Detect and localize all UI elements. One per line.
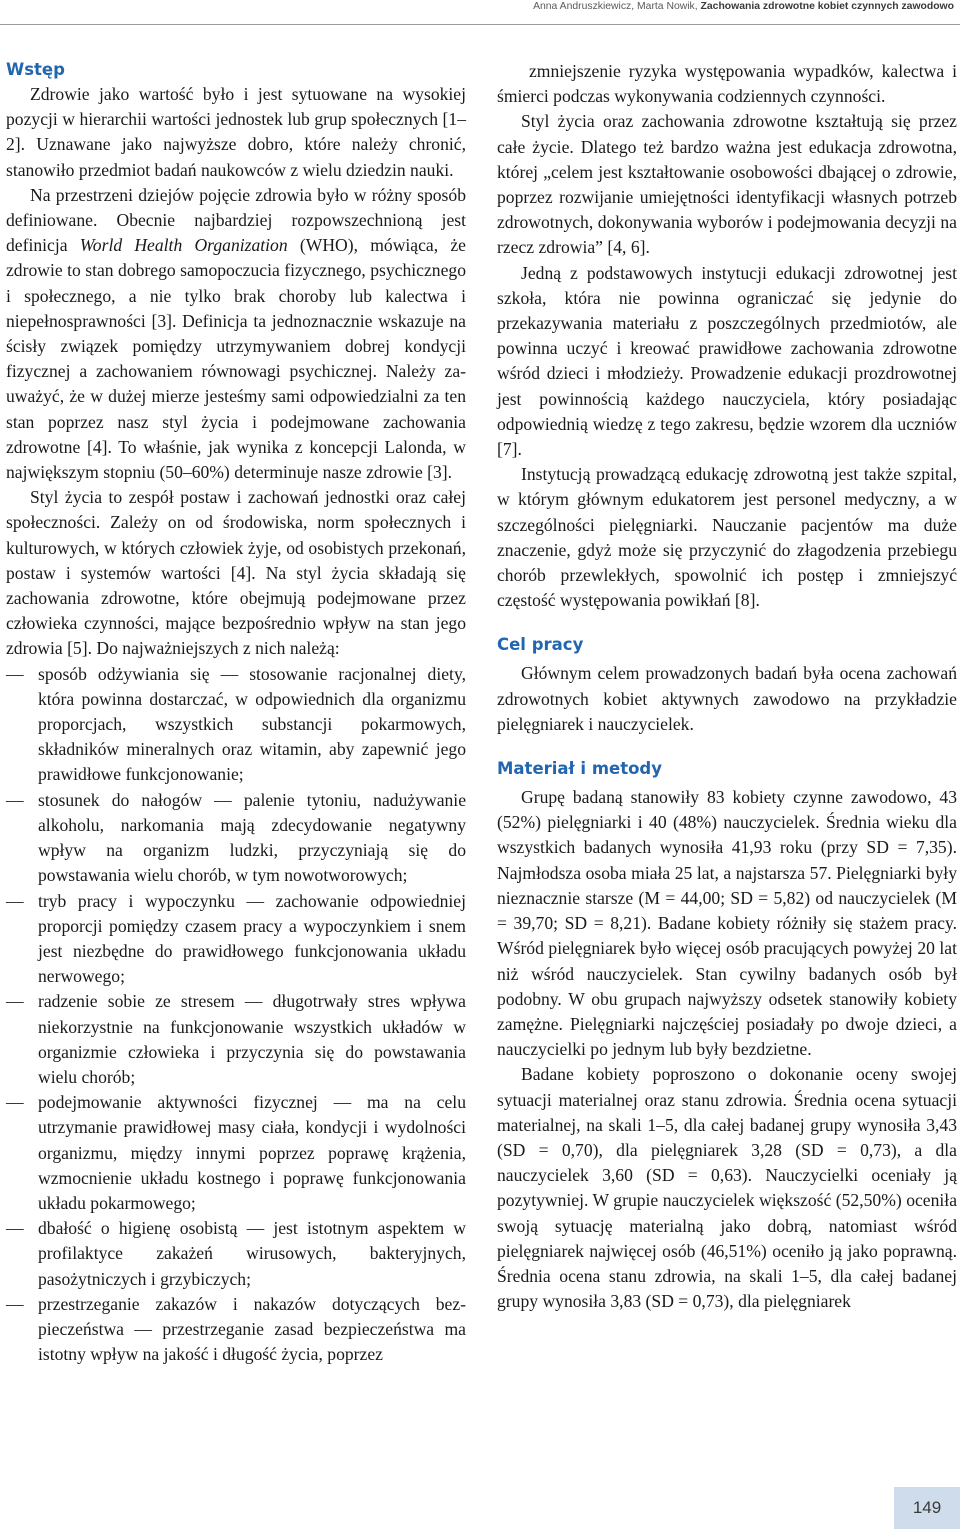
who-text-before: Na przestrzeni dziejów pojęcie zdrowia było w różny sposób definiowane. Obecnie najbardziej rozpowszechnioną jest definicja — [6, 184, 466, 256]
page-number: 149 — [894, 1487, 960, 1529]
who-text-after: (WHO), mówiąca, że zdrowie to stan dobrego samopoczucia fizycznego, psychicznego i społecznego, a nie tylko brak choroby lub kalectwa i niepełnosprawności [3]. Definicja ta jednoznacznie wskazuje na ścisły związek pomiędzy utrzymywaniem dobrej kondycji fizycznej a zachowaniem równowagi psychicznej. Należy zauważyć, że w dużej mierze jesteśmy sami odpowiedzialni za ten stan poprzez nasz styl życia i podejmowane zachowania zdrowotne [4]. To właśnie, jak wynika z koncepcji Lalonda, w największym stopniu (50–60%) determinuje nasze zdrowie [3]. — [6, 235, 466, 483]
list-continuation: zmniejszenie ryzyka występowania wypadków, kalectwa i śmierci podczas wykonywania codziennych czynności. — [497, 61, 957, 107]
list-item: — radzenie sobie ze stresem — długotrwały stres wpływa niekorzystnie na funkcjonowanie wszystkich układów w organizmie człowieka i przyczynia się do powstawania wielu chorób; — [6, 989, 466, 1090]
header-rule — [0, 24, 960, 25]
running-head-authors: Anna Andruszkiewicz, Marta Nowik, — [533, 1, 698, 12]
section-heading-methods: Materiał i metody — [497, 759, 662, 779]
who-italic-term: World Health Organization — [79, 235, 288, 256]
health-behaviours-list — [6, 662, 466, 1368]
list-item: — podejmowanie aktywności fizycznej — ma na celu utrzymanie prawidłowej masy ciała, kondycji i wydolności organizmu, między innymi poprzez poprawę krążenia, wzmocnienie układu kostnego i poprawę funkcjonowania układu pokarmowego; — [6, 1090, 466, 1216]
list-item: — przestrzeganie zakazów i nakazów dotyczących bezpieczeństwa — przestrzeganie zasad bezpieczeństwa ma istotny wpływ na jakość i długość życia, poprzez — [6, 1292, 466, 1368]
education-paragraph-2: Jedną z podstawowych instytucji edukacji zdrowotnej jest szkoła, która nie powinna ograniczać się jedynie do przekazywania materiału z poszczególnych przedmiotów, ale powinna uczyć i kreować prawidłowe zachowania zdrowotne wśród dzieci i młodzieży. Prowadzenie edukacji prozdrowotnej jest powinnością każdego nauczyciela, który posiadając odpowiednią wiedzę z tego zakresu, będzie wzorem dla uczniów [7]. — [497, 262, 957, 460]
lifestyle-paragraph: Styl życia to zespół postaw i zachowań jednostki oraz całej społeczności. Zależy on od środowiska, norm społecznych i kulturowych, w których człowiek żyje, od osobistych przekonań, postaw i systemów wartości [4]. Na styl życia składają się zachowania zdrowotne, które obejmują podejmowane przez człowieka czynności, mające bezpośrednio wpływ na stan jego zdrowia [5]. Do najważniejszych z nich należą: — [6, 487, 466, 659]
running-head — [533, 0, 954, 20]
education-paragraph-1: Styl życia oraz zachowania zdrowotne kształtują się przez całe życie. Dlatego też bardzo ważna jest edukacja zdrowotna, której „celem jest kształtowanie osobowości dbającej o zdrowie, poprzez rozwijanie umiejętności identyfikacji własnych potrzeb zdrowotnych, dokonywania wyborów i podejmowania decyzji na rzecz zdrowia” [4, 6]. — [497, 111, 957, 258]
methods-paragraph-1: Grupę badaną stanowiły 83 kobiety czynne zawodowo, 43 (52%) pielęgniarki i 40 (48%) nauczycielek. Średnia wieku dla wszystkich badanych wynosiła 41,93 roku (przy SD = 7,35). Najmłodsza osoba miała 25 lat, a najstarsza 57. Pielęgniarki były nieznacznie starsze (M = 44,00; SD = 5,82) od nauczycielek (M = 39,70; SD = 8,21). Badane kobiety różniły się stażem pracy. Wśród pielęgniarek było więcej osób pracujących powyżej 20 lat niż wśród nauczycielek. Stan cywilny badanych osób był podobny. W obu grupach najwyższy odsetek stanowiły kobiety zamężne. Pielęgniarki najczęściej posiadały po dwoje dzieci, a nauczycielki po jednym lub były bezdzietne. — [497, 787, 957, 1060]
list-item: — sposób odżywiania się — stosowanie racjonalnej diety, która powinna dostarczać, w odpowiednich dla organizmu proporcjach, wszystkich substancji pokarmowych, składników mineralnych oraz witamin, aby zapewnić jego prawidłowe funkcjonowanie; — [6, 662, 466, 788]
education-paragraph-3: Instytucją prowadzącą edukację zdrowotną jest także szpital, w którym głównym edukatorem jest personel medyczny, a w szczególności pielęgniarki. Nauczanie pacjentów ma duże znaczenie, gdyż może się przyczynić do złagodzenia przebiegu chorób przewlekłych, spowolnić ich postęp i zmniejszyć częstość występowania powikłań [8]. — [497, 464, 957, 611]
methods-paragraph-2: Badane kobiety poproszono o dokonanie oceny swojej sytuacji materialnej oraz stanu zdrowia. Średnia ocena sytuacji materialnej, na skali 1–5, dla całej badanej grupy wynosiła 3,43 (SD = 0,70), dla pielęgniarek 3,28 (SD = 0,73), a dla nauczycielek 3,60 (SD = 0,63). Nauczycielki oceniały ją pozytywniej. W grupie nauczycielek większość (52,50%) oceniła swoją sytuację materialną jako dobrą, natomiast wśród pielęgniarek najwięcej osób (46,51%) oceniło ją jako poprawną. Średnia ocena stanu zdrowia, na skali 1–5, dla całej badanej grupy wynosiła 3,83 (SD = 0,73), dla pielęgniarek — [497, 1064, 957, 1312]
right-column — [497, 59, 957, 1314]
list-item: — tryb pracy i wypoczynku — zachowanie odpowiedniej proporcji pomiędzy czasem pracy a wypoczynkiem i snem jest niezbędne do prawidłowego funkcjonowania układu nerwowego; — [6, 889, 466, 990]
left-column — [6, 58, 466, 1367]
aim-paragraph: Głównym celem prowadzonych badań była ocena zachowań zdrowotnych kobiet aktywnych zawodowo na przykładzie pielęgniarek i nauczycielek. — [497, 663, 957, 734]
list-item: — stosunek do nałogów — palenie tytoniu, nadużywanie alkoholu, narkomania mają zdecydowanie negatywny wpływ na organizm ludzki, przyczyniają się do powstawania wielu chorób, w tym nowotworowych; — [6, 788, 466, 889]
list-item: — dbałość o higienę osobistą — jest istotnym aspektem w profilaktyce zakażeń wirusowych, bakteryjnych, pasożytniczych i grzybiczych; — [6, 1216, 466, 1292]
running-head-title: Zachowania zdrowotne kobiet czynnych zawodowo — [700, 1, 954, 12]
section-heading-introduction: Wstęp — [6, 60, 65, 79]
intro-paragraph-1: Zdrowie jako wartość było i jest sytuowane na wysokiej pozycji w hierarchii wartości jednostek lub grup społecznych [1–2]. Uznawane jako najwyższe dobro, które należy chronić, stanowiło przedmiot badań naukowców z wielu dziedzin nauki. — [6, 84, 466, 180]
intro-paragraph-who — [6, 183, 466, 485]
section-heading-aim: Cel pracy — [497, 635, 584, 655]
